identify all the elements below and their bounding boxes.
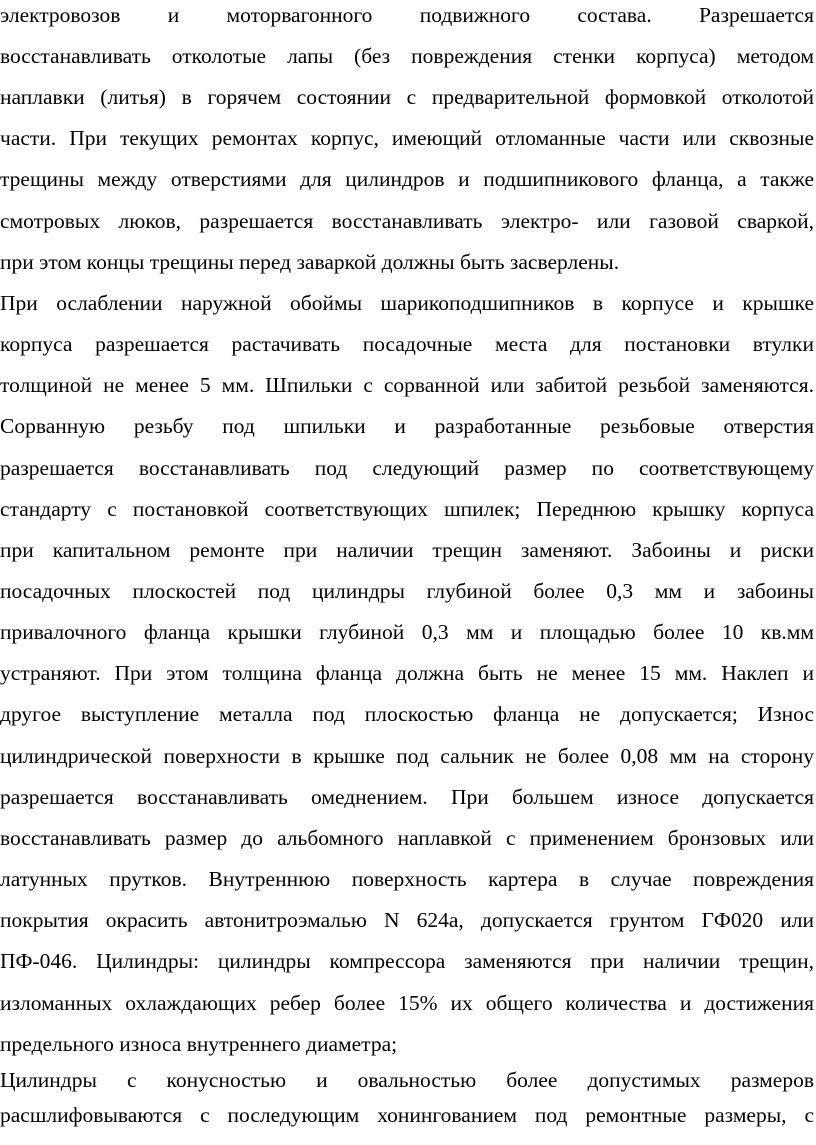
text-line: электровозов и моторвагонного подвижного состава. Разрешается	[0, 3, 814, 27]
text-line: при этом концы трещины перед заваркой должны быть засверлены.	[0, 250, 620, 274]
text-line: покрытия окрасить автонитроэмалью N 624а, допускается грунтом ГФ020 или	[0, 908, 814, 932]
text-line: части. При текущих ремонтах корпус, имеющий отломанные части или сквозные	[0, 126, 814, 150]
text-line: ПФ-046. Цилиндры: цилиндры компрессора заменяются при наличии трещин,	[0, 949, 814, 973]
text-line: устраняют. При этом толщина фланца должна быть не менее 15 мм. Наклеп и	[0, 661, 814, 685]
text-line: цилиндрической поверхности в крышке под сальник не более 0,08 мм на сторону	[0, 744, 814, 768]
text-line: латунных прутков. Внутреннюю поверхность картера в случае повреждения	[0, 867, 814, 891]
text-line: предельного износа внутреннего диаметра;	[0, 1032, 398, 1056]
text-line: стандарту с постановкой соответствующих шпилек; Переднюю крышку корпуса	[0, 497, 814, 521]
text-line: при капитальном ремонте при наличии трещин заменяют. Забоины и риски	[0, 538, 814, 562]
text-line: При ослаблении наружной обоймы шарикоподшипников в корпусе и крышке	[0, 291, 814, 315]
text-line: изломанных охлаждающих ребер более 15% их общего количества и достижения	[0, 991, 814, 1015]
text-line: разрешается восстанавливать омеднением. При большем износе допускается	[0, 785, 814, 809]
text-line: Цилиндры с конусностью и овальностью более допустимых размеров	[0, 1068, 814, 1092]
text-line: посадочных плоскостей под цилиндры глубиной более 0,3 мм и забоины	[0, 579, 814, 603]
text-line: расшлифовываются с последующим хонингованием под ремонтные размеры, с	[0, 1103, 814, 1127]
text-line: толщиной не менее 5 мм. Шпильки с сорванной или забитой резьбой заменяются.	[0, 373, 814, 397]
text-line: корпуса разрешается растачивать посадочные места для постановки втулки	[0, 332, 814, 356]
text-line: смотровых люков, разрешается восстанавливать электро- или газовой сваркой,	[0, 209, 814, 233]
text-line: трещины между отверстиями для цилиндров и подшипникового фланца, а также	[0, 167, 814, 191]
text-line: другое выступление металла под плоскостью фланца не допускается; Износ	[0, 702, 814, 726]
text-line: разрешается восстанавливать под следующий размер по соответствующему	[0, 456, 814, 480]
text-line: восстанавливать отколотые лапы (без повреждения стенки корпуса) методом	[0, 44, 814, 68]
text-line: привалочного фланца крышки глубиной 0,3 мм и площадью более 10 кв.мм	[0, 620, 814, 644]
text-line: восстанавливать размер до альбомного наплавкой с применением бронзовых или	[0, 826, 814, 850]
text-line: Сорванную резьбу под шпильки и разработанные резьбовые отверстия	[0, 414, 814, 438]
text-line: наплавки (литья) в горячем состоянии с предварительной формовкой отколотой	[0, 85, 814, 109]
